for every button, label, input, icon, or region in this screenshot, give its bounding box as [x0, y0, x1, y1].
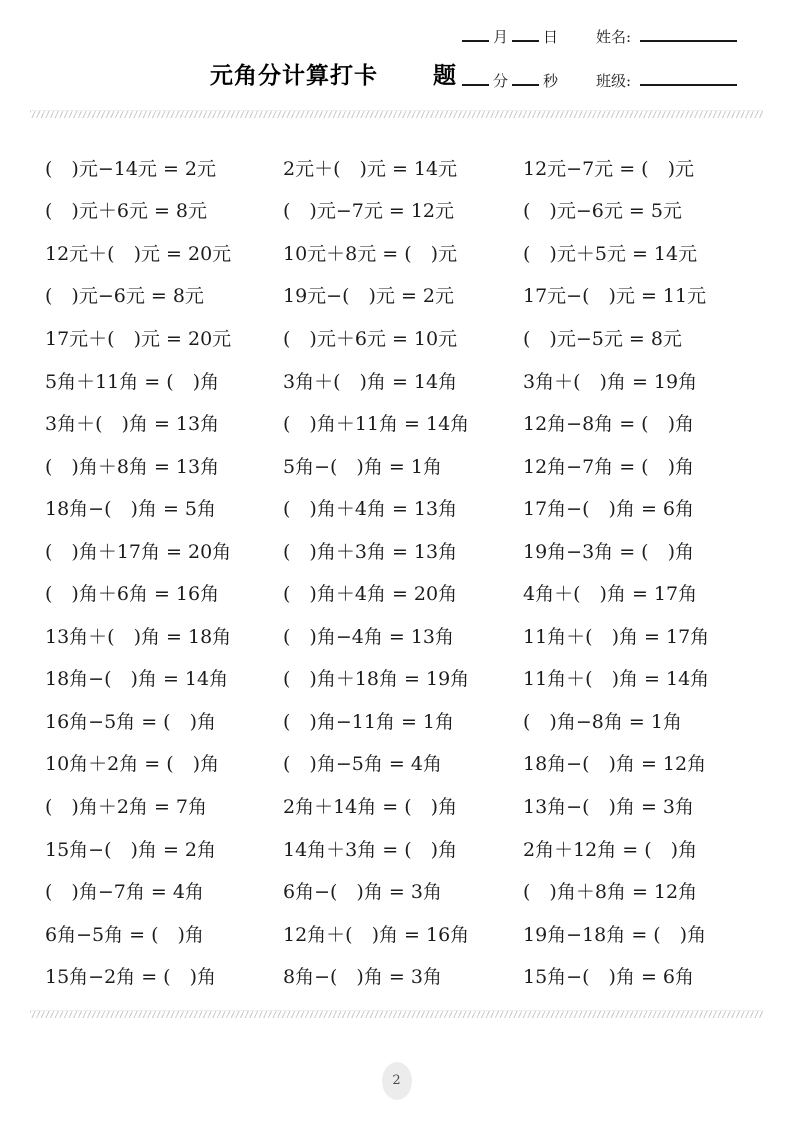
day-label: 日 [543, 28, 559, 46]
problem-cell: 19元−( )元 = 2元 [283, 285, 455, 308]
problem-cell: ( )角＋8角 = 12角 [523, 881, 698, 904]
problem-cell: ( )元−6元 = 5元 [523, 200, 682, 223]
problem-cell: 2元＋( )元 = 14元 [283, 157, 458, 180]
problem-cell: 18角−( )角 = 12角 [523, 753, 707, 776]
month-label: 月 [493, 28, 509, 46]
problem-cell: ( )角−8角 = 1角 [523, 710, 682, 733]
problem-cell: 15角−( )角 = 6角 [523, 966, 695, 989]
problem-cell: 17元＋( )元 = 20元 [45, 327, 232, 350]
problem-cell: 12元＋( )元 = 20元 [45, 242, 232, 265]
page-number-badge [382, 1062, 412, 1100]
problem-cell: ( )角−4角 = 13角 [283, 625, 455, 648]
header-info [462, 26, 737, 114]
problem-cell: 6角−( )角 = 3角 [283, 881, 442, 904]
header [0, 0, 793, 110]
bottom-divider [30, 1010, 763, 1018]
minute-blank [462, 73, 489, 86]
title-text: 元角分计算打卡 [210, 62, 378, 88]
problem-cell: 3角＋( )角 = 19角 [523, 370, 698, 393]
problem-cell: ( )元＋6元 = 10元 [283, 327, 458, 350]
title-suffix: 题 [433, 62, 457, 88]
problem-cell: 2角＋12角 = ( )角 [523, 838, 698, 861]
problem-cell: ( )角＋17角 = 20角 [45, 540, 232, 563]
problems-column-2 [283, 146, 523, 997]
problem-cell: ( )元＋6元 = 8元 [45, 200, 208, 223]
problem-cell: ( )元−6元 = 8元 [45, 285, 204, 308]
problem-cell: 15角−2角 = ( )角 [45, 966, 217, 989]
problem-cell: ( )角−7角 = 4角 [45, 881, 204, 904]
problem-cell: 12角−8角 = ( )角 [523, 413, 695, 436]
problem-cell: 19角−3角 = ( )角 [523, 540, 695, 563]
second-blank [512, 73, 539, 86]
problem-cell: ( )元＋5元 = 14元 [523, 242, 698, 265]
problem-cell: 8角−( )角 = 3角 [283, 966, 442, 989]
problem-cell: 11角＋( )角 = 14角 [523, 668, 710, 691]
problem-cell: ( )角＋18角 = 19角 [283, 668, 470, 691]
date-line [462, 26, 737, 48]
second-label: 秒 [543, 72, 559, 90]
page-title [210, 57, 457, 90]
name-blank [640, 29, 737, 42]
problem-cell: ( )角−11角 = 1角 [283, 710, 455, 733]
problem-cell: ( )角＋6角 = 16角 [45, 583, 220, 606]
day-blank [512, 29, 539, 42]
problem-cell: 13角−( )角 = 3角 [523, 795, 695, 818]
problems-column-1 [45, 146, 283, 997]
problem-cell: ( )角＋3角 = 13角 [283, 540, 458, 563]
problem-cell: 5角−( )角 = 1角 [283, 455, 442, 478]
problem-cell: 18角−( )角 = 14角 [45, 668, 229, 691]
problem-cell: 17元−( )元 = 11元 [523, 285, 707, 308]
problem-cell: 10元＋8元 = ( )元 [283, 242, 458, 265]
problem-cell: 16角−5角 = ( )角 [45, 710, 217, 733]
problem-cell: ( )角＋2角 = 7角 [45, 795, 208, 818]
name-label: 姓名: [596, 28, 632, 46]
problem-cell: 10角＋2角 = ( )角 [45, 753, 220, 776]
problems-grid [0, 146, 793, 997]
problem-cell: 14角＋3角 = ( )角 [283, 838, 458, 861]
problem-cell: 13角＋( )角 = 18角 [45, 625, 232, 648]
problem-cell: 18角−( )角 = 5角 [45, 498, 217, 521]
page-number: 2 [392, 1073, 401, 1089]
problem-cell: ( )角−5角 = 4角 [283, 753, 442, 776]
problem-cell: 5角＋11角 = ( )角 [45, 370, 220, 393]
problem-cell: 2角＋14角 = ( )角 [283, 795, 458, 818]
footer [0, 1062, 793, 1100]
minute-label: 分 [493, 72, 509, 90]
problem-cell: 19角−18角 = ( )角 [523, 923, 707, 946]
problem-cell: 4角＋( )角 = 17角 [523, 583, 698, 606]
problems-column-3 [523, 146, 768, 997]
problem-cell: 3角＋( )角 = 14角 [283, 370, 458, 393]
class-blank [640, 73, 737, 86]
problem-cell: 11角＋( )角 = 17角 [523, 625, 710, 648]
problem-cell: ( )角＋4角 = 13角 [283, 498, 458, 521]
problem-cell: 17角−( )角 = 6角 [523, 498, 695, 521]
problem-cell: ( )元−5元 = 8元 [523, 327, 682, 350]
problem-cell: 15角−( )角 = 2角 [45, 838, 217, 861]
time-line [462, 70, 737, 92]
problem-cell: ( )角＋4角 = 20角 [283, 583, 458, 606]
problem-cell: 12角−7角 = ( )角 [523, 455, 695, 478]
problem-cell: ( )元−14元 = 2元 [45, 157, 217, 180]
problem-cell: 3角＋( )角 = 13角 [45, 413, 220, 436]
problem-cell: 6角−5角 = ( )角 [45, 923, 204, 946]
problem-cell: ( )元−7元 = 12元 [283, 200, 455, 223]
problem-cell: ( )角＋8角 = 13角 [45, 455, 220, 478]
problem-cell: 12元−7元 = ( )元 [523, 157, 695, 180]
problem-cell: ( )角＋11角 = 14角 [283, 413, 470, 436]
problem-cell: 12角＋( )角 = 16角 [283, 923, 470, 946]
month-blank [462, 29, 489, 42]
class-label: 班级: [596, 72, 632, 90]
